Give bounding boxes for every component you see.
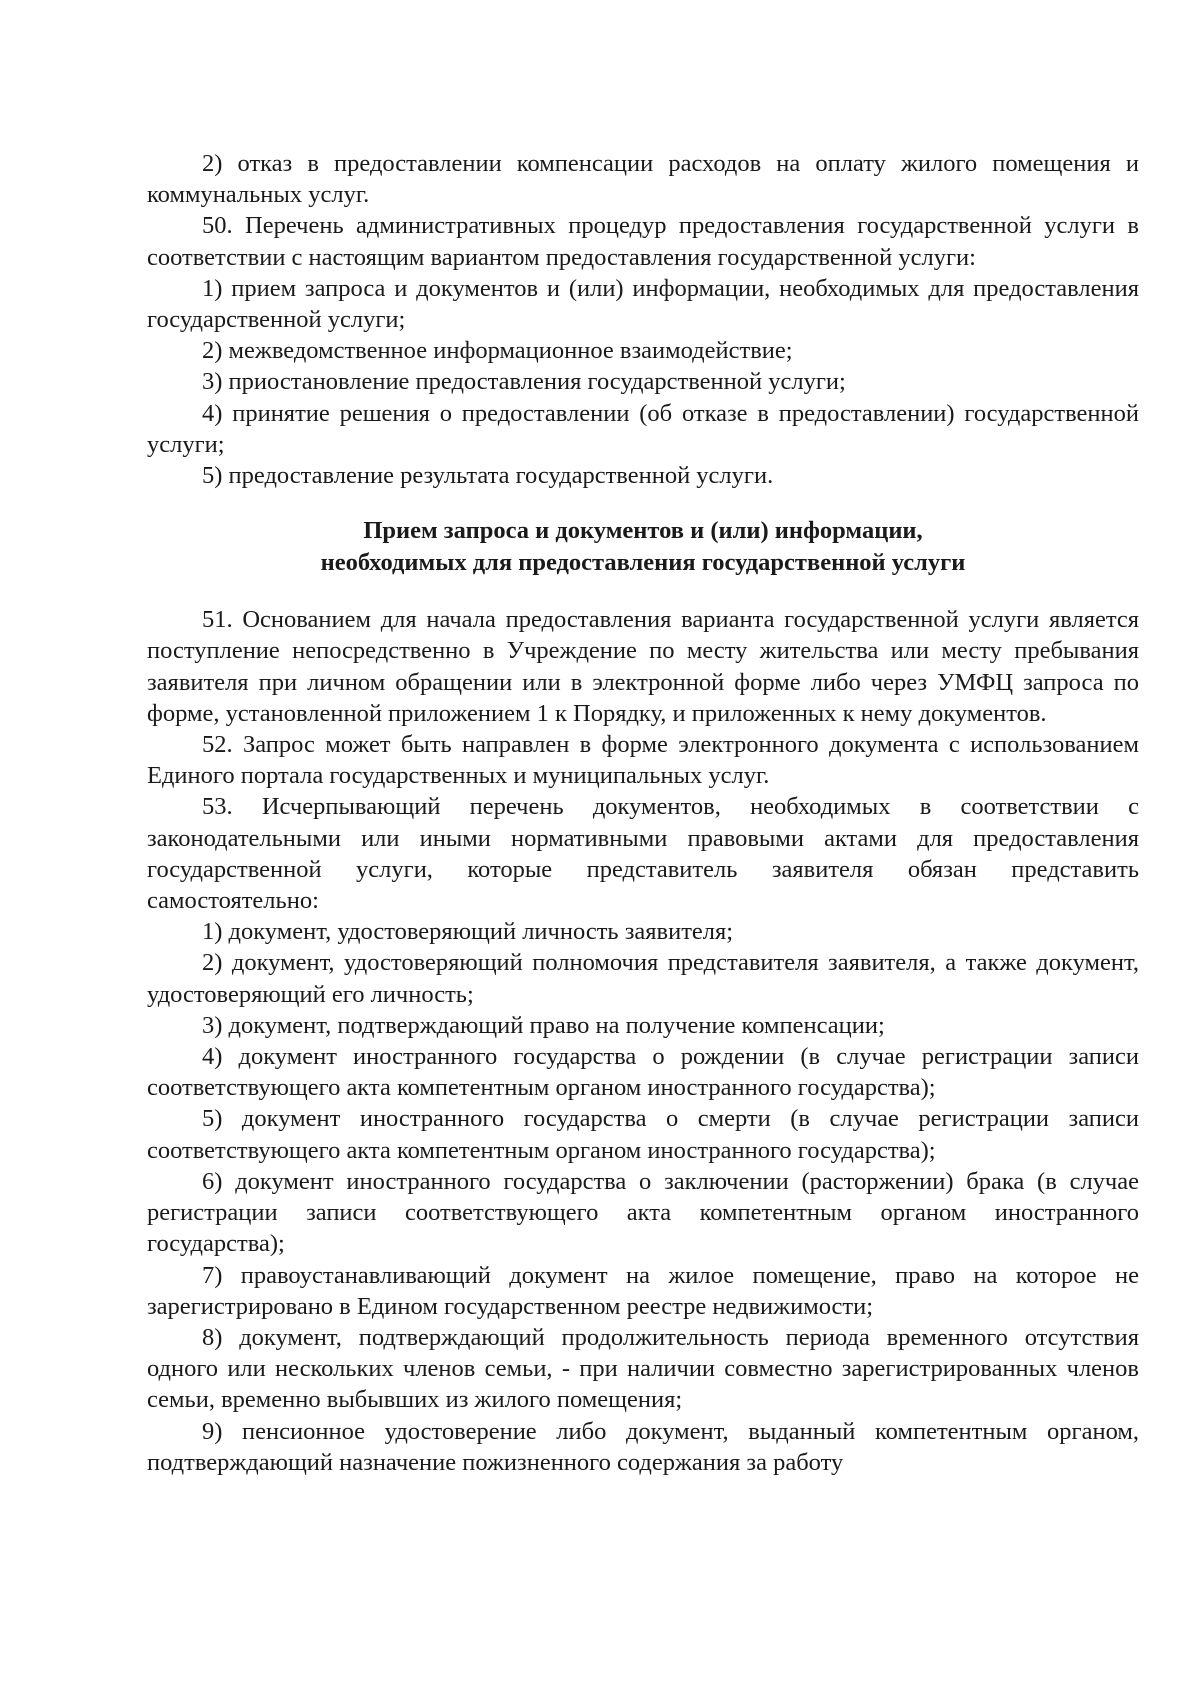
list-item-document-2: 2) документ, удостоверяющий полномочия представителя заявителя, а также документ, удостоверяющий его личность; <box>147 949 1139 1008</box>
list-item-document-3: 3) документ, подтверждающий право на получение компенсации; <box>202 1011 885 1039</box>
list-item-document-7: 7) правоустанавливающий документ на жилое помещение, право на которое не зарегистрировано в Едином государственном реестре недвижимости; <box>147 1261 1139 1320</box>
section-heading <box>147 515 1139 578</box>
paragraph-refusal-item-2: 2) отказ в предоставлении компенсации расходов на оплату жилого помещения и коммунальных услуг. <box>147 150 1139 209</box>
list-item-document-9: 9) пенсионное удостоверение либо документ, выданный компетентным органом, подтверждающий назначение пожизненного содержания за работу <box>147 1417 1139 1476</box>
list-item-document-4: 4) документ иностранного государства о рождении (в случае регистрации записи соответствующего акта компетентным органом иностранного государства); <box>147 1043 1139 1102</box>
paragraph-50-procedures: 50. Перечень административных процедур предоставления государственной услуги в соответствии с настоящим вариантом предоставления государственной услуги: <box>147 212 1139 271</box>
section-heading-line-2: необходимых для предоставления государственной услуги <box>320 548 966 576</box>
list-item-document-5: 5) документ иностранного государства о смерти (в случае регистрации записи соответствующего акта компетентным органом иностранного государства); <box>147 1105 1139 1164</box>
list-item-document-1: 1) документ, удостоверяющий личность заявителя; <box>202 918 734 946</box>
paragraph-52-electronic-request: 52. Запрос может быть направлен в форме электронного документа с использованием Единого портала государственных и муниципальных услуг. <box>147 731 1139 790</box>
paragraph-51-basis: 51. Основанием для начала предоставления варианта государственной услуги является поступление непосредственно в Учреждение по месту жительства или месту пребывания заявителя при личном обращении или в электронной форме либо через УМФЦ запроса по форме, установленной приложением 1 к Порядку, и приложенных к нему документов. <box>147 606 1139 727</box>
list-item-procedure-1: 1) прием запроса и документов и (или) информации, необходимых для предоставления государственной услуги; <box>147 274 1139 334</box>
list-item-procedure-2: 2) межведомственное информационное взаимодействие; <box>202 337 793 365</box>
list-item-document-6: 6) документ иностранного государства о заключении (расторжении) брака (в случае регистрации записи соответствующего акта компетентным органом иностранного государства); <box>147 1167 1139 1258</box>
list-item-procedure-4: 4) принятие решения о предоставлении (об отказе в предоставлении) государственной услуги; <box>147 399 1139 458</box>
list-item-document-8: 8) документ, подтверждающий продолжительность периода временного отсутствия одного или нескольких членов семьи, - при наличии совместно зарегистрированных членов семьи, временно выбывших из жилого помещения; <box>147 1323 1139 1414</box>
paragraph-53-document-list: 53. Исчерпывающий перечень документов, необходимых в соответствии с законодательными или иными нормативными правовыми актами для предоставления государственной услуги, которые представитель заявителя обязан представить самостоятельно: <box>147 793 1139 915</box>
document-body <box>147 148 1139 1478</box>
section-heading-line-1: Прием запроса и документов и (или) информации, <box>363 517 923 545</box>
list-item-procedure-5: 5) предоставление результата государственной услуги. <box>202 462 774 490</box>
list-item-procedure-3: 3) приостановление предоставления государственной услуги; <box>202 368 846 396</box>
